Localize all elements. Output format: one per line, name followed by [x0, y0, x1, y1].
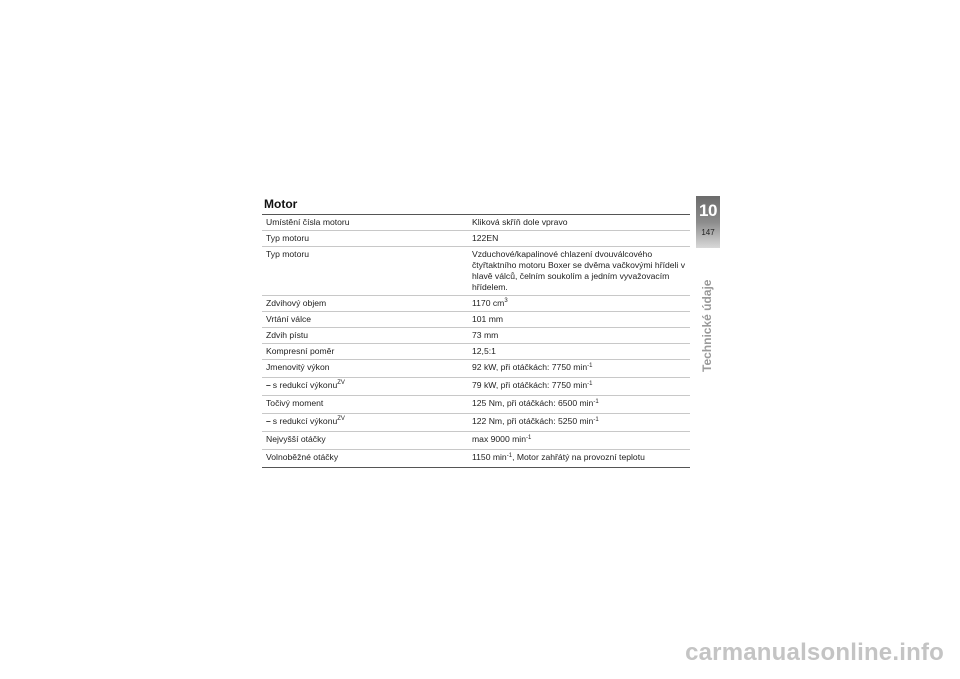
row-value: 122EN	[472, 233, 499, 243]
table-row	[262, 231, 690, 247]
row-value: 125 Nm, při otáčkách: 6500 $\min^{-1}$	[472, 398, 599, 408]
dash-marker: –	[266, 416, 271, 426]
row-value: max 9000 $\min^{-1}$	[472, 434, 532, 444]
row-label: – s redukcí výkonu$^{ZV}$	[266, 416, 345, 426]
superscript: -1	[587, 363, 593, 369]
table-row	[262, 396, 690, 414]
engine-spec-table	[262, 214, 690, 468]
row-label: Vrtání válce	[266, 314, 312, 324]
table-row	[262, 378, 690, 396]
table-row	[262, 344, 690, 360]
superscript: -1	[525, 435, 532, 441]
row-label: Umístění čísla motoru	[266, 217, 350, 227]
table-row	[262, 215, 690, 231]
row-value: 92 kW, při otáčkách: 7750 $\min^{-1}$	[472, 362, 593, 372]
row-label: Volnoběžné otáčky	[266, 452, 339, 462]
page-number: 147	[701, 228, 715, 237]
watermark: carmanualsonline.info	[685, 639, 944, 666]
superscript: 3	[504, 298, 508, 305]
row-label: – s redukcí výkonu$^{ZV}$	[266, 380, 345, 390]
row-value: 12,5:1	[472, 346, 496, 356]
table-row	[262, 328, 690, 344]
row-value: 122 Nm, při otáčkách: 5250 $\min^{-1}$	[472, 416, 599, 426]
row-value: 1170 $cm^3$	[472, 298, 508, 308]
row-value: Vzduchové/kapalinové chlazení dvouválcového čtyřtaktního motoru Boxer se dvěma vačkovými hřídeli v hlavě válců, čelním soukolím a jedním vyvažovacím hřídelem.	[472, 249, 686, 292]
superscript: -1	[506, 453, 513, 459]
row-label: Zdvihový objem	[266, 298, 327, 308]
table-row	[262, 312, 690, 328]
table-row	[262, 414, 690, 432]
row-value: 101 mm	[472, 314, 504, 324]
section-title: Motor	[264, 197, 298, 211]
row-value: 73 mm	[472, 330, 499, 340]
superscript: -1	[593, 417, 599, 423]
table-row	[262, 450, 690, 467]
chapter-number: 10	[699, 201, 717, 220]
row-label: Kompresní poměr	[266, 346, 335, 356]
superscript: ZV	[337, 416, 345, 423]
table-row	[262, 360, 690, 378]
table-row	[262, 296, 690, 312]
chapter-side-title: Technické údaje	[700, 279, 714, 372]
row-value: 79 kW, při otáčkách: 7750 $\min^{-1}$	[472, 380, 593, 390]
row-label: Nejvyšší otáčky	[266, 434, 326, 444]
row-value: Kliková skříň dole vpravo	[472, 217, 568, 227]
row-label: Typ motoru	[266, 249, 309, 259]
row-value: 1150 $\min^{-1}$, Motor zahřátý na provozní teplotu	[472, 452, 645, 462]
row-label: Jmenovitý výkon	[266, 362, 330, 372]
row-label: Zdvih pístu	[266, 330, 309, 340]
superscript: -1	[587, 381, 593, 387]
row-label: Točivý moment	[266, 398, 324, 408]
superscript: ZV	[337, 380, 345, 387]
dash-marker: –	[266, 380, 271, 390]
table-row	[262, 432, 690, 450]
superscript: -1	[593, 399, 599, 405]
table-row	[262, 247, 690, 296]
row-label: Typ motoru	[266, 233, 309, 243]
